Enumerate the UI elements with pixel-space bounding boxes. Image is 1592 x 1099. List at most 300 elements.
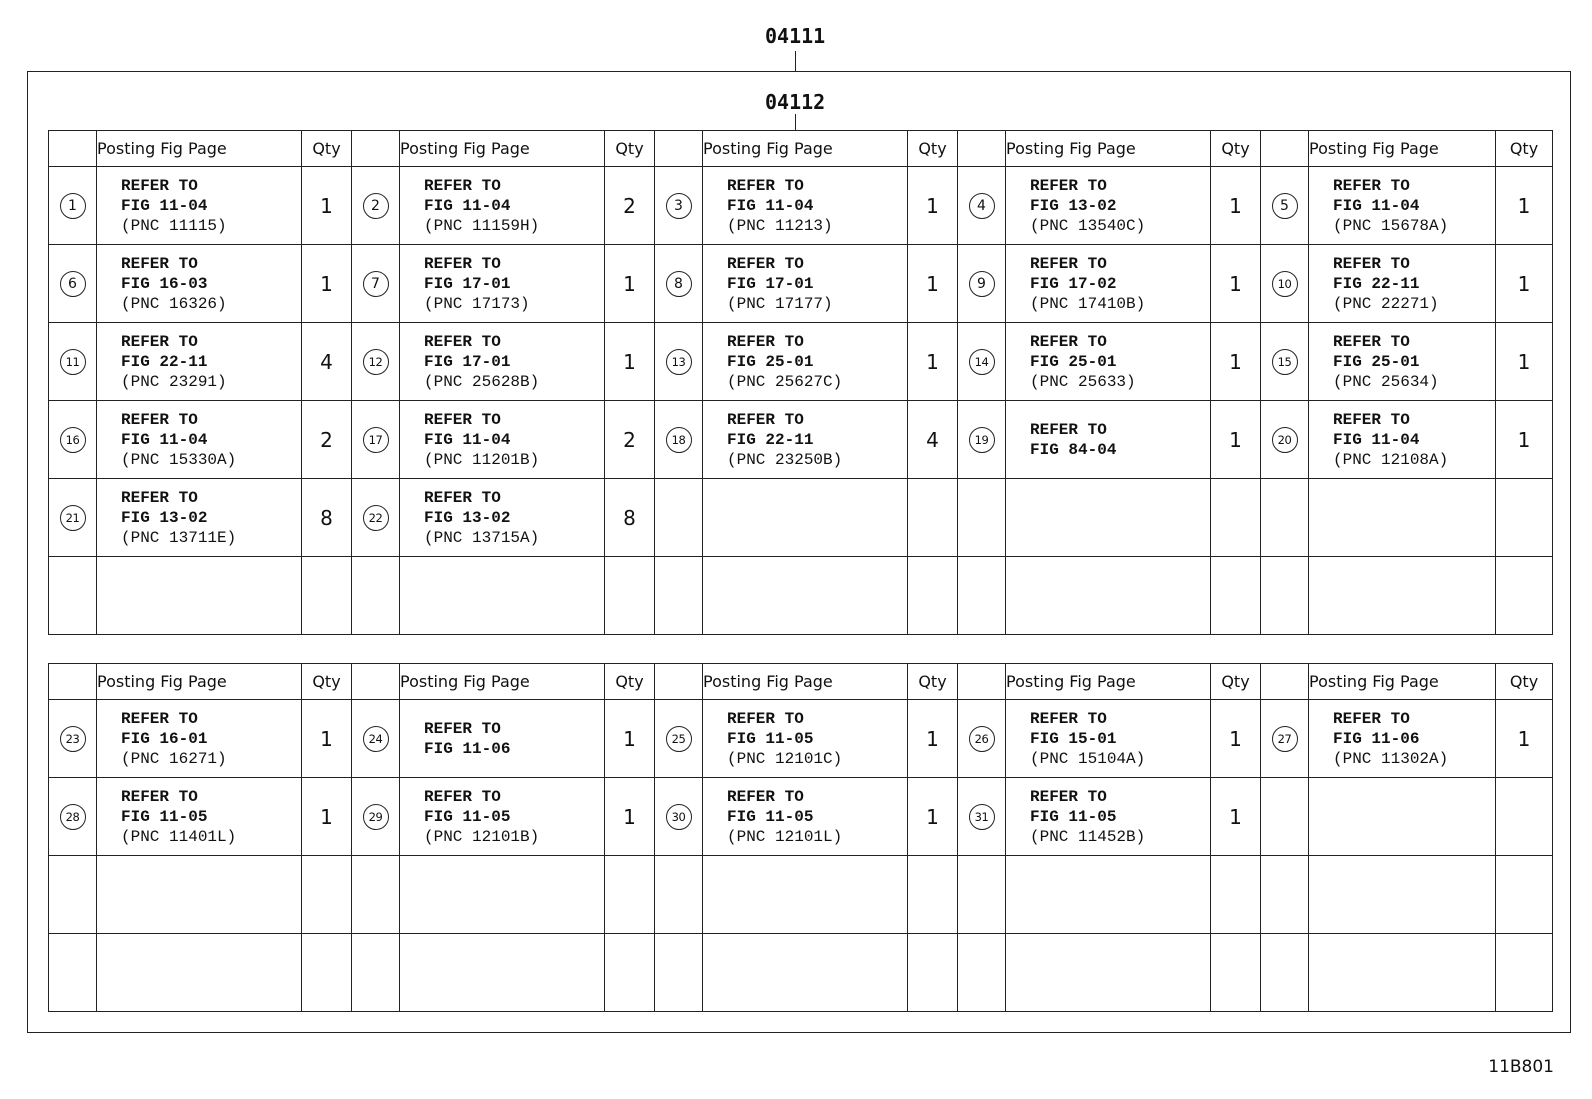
item-number-cell — [352, 479, 400, 557]
quantity-cell: 1 — [1496, 700, 1553, 778]
quantity-cell: 2 — [605, 401, 655, 479]
header-qty: Qty — [1211, 131, 1261, 167]
reference-cell — [400, 167, 605, 245]
pnc-reference: (PNC 13540C) — [1030, 216, 1146, 235]
pnc-reference: (PNC 16271) — [121, 749, 227, 768]
pnc-reference: (PNC 15104A) — [1030, 749, 1146, 768]
refer-to-text: REFER TO — [1030, 709, 1107, 728]
item-number-cell — [49, 479, 97, 557]
reference-cell — [703, 401, 908, 479]
item-number-badge: 10 — [1272, 271, 1298, 297]
refer-to-text: REFER TO — [121, 787, 198, 806]
pnc-reference: (PNC 23291) — [121, 372, 227, 391]
refer-to-text: REFER TO — [727, 254, 804, 273]
item-number-badge: 3 — [666, 193, 692, 219]
item-number-cell — [49, 245, 97, 323]
reference-cell — [400, 323, 605, 401]
quantity-cell: 1 — [605, 323, 655, 401]
item-number-cell — [352, 856, 400, 934]
item-number-cell — [958, 401, 1006, 479]
header-qty: Qty — [302, 664, 352, 700]
reference-cell — [1006, 856, 1211, 934]
reference-cell — [703, 557, 908, 635]
refer-to-text: REFER TO — [424, 719, 501, 738]
reference-cell — [1309, 700, 1496, 778]
quantity-cell — [1496, 479, 1553, 557]
item-number-badge: 23 — [60, 726, 86, 752]
figure-reference: FIG 84-04 — [1030, 440, 1117, 459]
pnc-reference: (PNC 25628B) — [424, 372, 540, 391]
quantity-cell — [302, 856, 352, 934]
reference-cell — [400, 934, 605, 1012]
figure-reference: FIG 13-02 — [121, 508, 208, 527]
reference-cell — [1309, 167, 1496, 245]
quantity-cell — [1211, 934, 1261, 1012]
item-number-cell — [958, 856, 1006, 934]
refer-to-text: REFER TO — [727, 787, 804, 806]
item-number-cell — [352, 245, 400, 323]
table-row — [49, 167, 1553, 245]
item-number-cell — [958, 479, 1006, 557]
header-posting-fig-page: Posting Fig Page — [1309, 131, 1496, 167]
reference-cell — [703, 479, 908, 557]
item-number-cell — [1261, 934, 1309, 1012]
refer-to-text: REFER TO — [424, 254, 501, 273]
refer-to-text: REFER TO — [424, 176, 501, 195]
refer-to-text: REFER TO — [1030, 787, 1107, 806]
header-posting-fig-page: Posting Fig Page — [97, 131, 302, 167]
header-qty: Qty — [908, 664, 958, 700]
refer-to-text: REFER TO — [727, 709, 804, 728]
figure-reference: FIG 11-04 — [121, 430, 208, 449]
pnc-reference: (PNC 25633) — [1030, 372, 1136, 391]
reference-cell — [703, 167, 908, 245]
header-num-cell — [352, 131, 400, 167]
item-number-cell — [655, 401, 703, 479]
header-posting-fig-page: Posting Fig Page — [703, 664, 908, 700]
figure-reference: FIG 17-01 — [424, 352, 511, 371]
reference-cell — [703, 245, 908, 323]
header-num-cell — [352, 664, 400, 700]
refer-to-text: REFER TO — [121, 332, 198, 351]
figure-reference: FIG 15-01 — [1030, 729, 1117, 748]
quantity-cell — [1211, 856, 1261, 934]
item-number-badge: 2 — [363, 193, 389, 219]
reference-cell — [97, 401, 302, 479]
item-number-cell — [1261, 557, 1309, 635]
pnc-reference: (PNC 15678A) — [1333, 216, 1449, 235]
figure-reference: FIG 11-06 — [424, 739, 511, 758]
pnc-reference: (PNC 22271) — [1333, 294, 1439, 313]
quantity-cell: 1 — [1211, 323, 1261, 401]
pnc-reference: (PNC 12101B) — [424, 827, 540, 846]
header-qty: Qty — [1496, 664, 1553, 700]
item-number-badge: 9 — [969, 271, 995, 297]
figure-reference: FIG 11-05 — [121, 807, 208, 826]
figure-reference: FIG 11-06 — [1333, 729, 1420, 748]
quantity-cell: 1 — [302, 700, 352, 778]
item-number-badge: 15 — [1272, 349, 1298, 375]
table-row — [49, 778, 1553, 856]
header-posting-fig-page: Posting Fig Page — [1006, 131, 1211, 167]
item-number-cell — [958, 245, 1006, 323]
header-qty: Qty — [605, 131, 655, 167]
quantity-cell — [908, 934, 958, 1012]
item-number-badge: 16 — [60, 427, 86, 453]
header-qty: Qty — [302, 131, 352, 167]
item-number-badge: 24 — [363, 726, 389, 752]
header-num-cell — [49, 131, 97, 167]
reference-cell — [400, 401, 605, 479]
header-qty: Qty — [605, 664, 655, 700]
header-num-cell — [958, 131, 1006, 167]
reference-cell — [97, 934, 302, 1012]
item-number-badge: 17 — [363, 427, 389, 453]
item-number-badge: 7 — [363, 271, 389, 297]
quantity-cell — [1496, 934, 1553, 1012]
quantity-cell: 2 — [302, 401, 352, 479]
item-number-badge: 21 — [60, 505, 86, 531]
refer-to-text: REFER TO — [121, 410, 198, 429]
item-number-cell — [352, 778, 400, 856]
reference-cell — [400, 700, 605, 778]
item-number-cell — [655, 167, 703, 245]
figure-reference: FIG 17-01 — [424, 274, 511, 293]
table-row — [49, 856, 1553, 934]
quantity-cell: 1 — [908, 778, 958, 856]
refer-to-text: REFER TO — [1333, 709, 1410, 728]
pnc-reference: (PNC 11213) — [727, 216, 833, 235]
reference-cell — [703, 323, 908, 401]
reference-cell — [97, 323, 302, 401]
quantity-cell: 1 — [1496, 323, 1553, 401]
header-posting-fig-page: Posting Fig Page — [97, 664, 302, 700]
item-number-cell — [49, 557, 97, 635]
quantity-cell: 8 — [302, 479, 352, 557]
header-qty: Qty — [908, 131, 958, 167]
refer-to-text: REFER TO — [727, 176, 804, 195]
figure-reference: FIG 25-01 — [1030, 352, 1117, 371]
reference-table-2-body — [49, 664, 1553, 1012]
reference-cell — [1006, 778, 1211, 856]
item-number-cell — [655, 557, 703, 635]
item-number-cell — [958, 557, 1006, 635]
figure-reference: FIG 11-04 — [424, 430, 511, 449]
refer-to-text: REFER TO — [727, 410, 804, 429]
item-number-badge: 30 — [666, 804, 692, 830]
item-number-cell — [958, 323, 1006, 401]
figure-reference: FIG 17-02 — [1030, 274, 1117, 293]
item-number-cell — [958, 778, 1006, 856]
table-row — [49, 557, 1553, 635]
item-number-cell — [958, 934, 1006, 1012]
reference-cell — [1309, 245, 1496, 323]
reference-cell — [97, 479, 302, 557]
pnc-reference: (PNC 11159H) — [424, 216, 540, 235]
figure-reference: FIG 25-01 — [1333, 352, 1420, 371]
item-number-badge: 12 — [363, 349, 389, 375]
reference-cell — [1309, 479, 1496, 557]
reference-cell — [400, 856, 605, 934]
pnc-reference: (PNC 16326) — [121, 294, 227, 313]
quantity-cell: 1 — [605, 245, 655, 323]
item-number-badge: 20 — [1272, 427, 1298, 453]
item-number-badge: 29 — [363, 804, 389, 830]
pnc-reference: (PNC 12101C) — [727, 749, 843, 768]
pnc-reference: (PNC 17177) — [727, 294, 833, 313]
reference-table-1-body — [49, 131, 1553, 635]
quantity-cell — [605, 557, 655, 635]
quantity-cell: 1 — [605, 700, 655, 778]
refer-to-text: REFER TO — [727, 332, 804, 351]
item-number-cell — [655, 323, 703, 401]
reference-cell — [1309, 401, 1496, 479]
item-number-cell — [49, 323, 97, 401]
refer-to-text: REFER TO — [121, 254, 198, 273]
quantity-cell: 1 — [1496, 401, 1553, 479]
pnc-reference: (PNC 25634) — [1333, 372, 1439, 391]
refer-to-text: REFER TO — [1333, 176, 1410, 195]
quantity-cell: 1 — [908, 700, 958, 778]
reference-cell — [400, 778, 605, 856]
quantity-cell: 1 — [302, 778, 352, 856]
figure-reference: FIG 22-11 — [121, 352, 208, 371]
figure-code: 11B801 — [1488, 1057, 1554, 1077]
reference-cell — [703, 934, 908, 1012]
figure-reference: FIG 25-01 — [727, 352, 814, 371]
header-row — [49, 131, 1553, 167]
refer-to-text: REFER TO — [1333, 254, 1410, 273]
quantity-cell: 1 — [302, 167, 352, 245]
reference-cell — [1006, 323, 1211, 401]
header-qty: Qty — [1211, 664, 1261, 700]
quantity-cell: 1 — [908, 245, 958, 323]
reference-cell — [1006, 700, 1211, 778]
header-posting-fig-page: Posting Fig Page — [1309, 664, 1496, 700]
item-number-cell — [352, 323, 400, 401]
quantity-cell: 1 — [1496, 167, 1553, 245]
header-posting-fig-page: Posting Fig Page — [400, 664, 605, 700]
pnc-reference: (PNC 11302A) — [1333, 749, 1449, 768]
item-number-cell — [655, 856, 703, 934]
figure-reference: FIG 11-04 — [1333, 430, 1420, 449]
quantity-cell: 2 — [605, 167, 655, 245]
refer-to-text: REFER TO — [424, 787, 501, 806]
reference-table-1 — [48, 130, 1553, 635]
refer-to-text: REFER TO — [121, 709, 198, 728]
quantity-cell: 1 — [1211, 401, 1261, 479]
reference-cell — [1309, 323, 1496, 401]
header-qty: Qty — [1496, 131, 1553, 167]
reference-cell — [1309, 557, 1496, 635]
table-row — [49, 934, 1553, 1012]
header-num-cell — [49, 664, 97, 700]
quantity-cell: 1 — [908, 167, 958, 245]
item-number-cell — [49, 167, 97, 245]
header-num-cell — [958, 664, 1006, 700]
item-number-badge: 13 — [666, 349, 692, 375]
table-row — [49, 401, 1553, 479]
item-number-badge: 28 — [60, 804, 86, 830]
figure-reference: FIG 11-05 — [1030, 807, 1117, 826]
item-number-cell — [655, 700, 703, 778]
item-number-cell — [1261, 323, 1309, 401]
reference-cell — [400, 245, 605, 323]
item-number-badge: 11 — [60, 349, 86, 375]
reference-cell — [703, 778, 908, 856]
item-number-cell — [1261, 700, 1309, 778]
figure-reference: FIG 11-04 — [121, 196, 208, 215]
refer-to-text: REFER TO — [121, 488, 198, 507]
quantity-cell: 4 — [302, 323, 352, 401]
figure-reference: FIG 11-04 — [424, 196, 511, 215]
reference-cell — [1006, 245, 1211, 323]
item-number-badge: 1 — [60, 193, 86, 219]
item-number-cell — [958, 700, 1006, 778]
quantity-cell: 1 — [302, 245, 352, 323]
item-number-cell — [352, 700, 400, 778]
reference-cell — [1309, 778, 1496, 856]
reference-cell — [703, 700, 908, 778]
refer-to-text: REFER TO — [1030, 176, 1107, 195]
reference-cell — [1309, 934, 1496, 1012]
item-number-cell — [49, 401, 97, 479]
pnc-reference: (PNC 15330A) — [121, 450, 237, 469]
refer-to-text: REFER TO — [1333, 332, 1410, 351]
item-number-badge: 5 — [1272, 193, 1298, 219]
item-number-badge: 8 — [666, 271, 692, 297]
figure-reference: FIG 16-03 — [121, 274, 208, 293]
refer-to-text: REFER TO — [1030, 254, 1107, 273]
reference-cell — [400, 557, 605, 635]
quantity-cell: 4 — [908, 401, 958, 479]
item-number-cell — [49, 778, 97, 856]
quantity-cell: 1 — [605, 778, 655, 856]
reference-cell — [97, 700, 302, 778]
quantity-cell: 1 — [1211, 778, 1261, 856]
quantity-cell — [1496, 557, 1553, 635]
reference-cell — [97, 557, 302, 635]
refer-to-text: REFER TO — [1333, 410, 1410, 429]
pnc-reference: (PNC 25627C) — [727, 372, 843, 391]
item-number-badge: 27 — [1272, 726, 1298, 752]
item-number-badge: 31 — [969, 804, 995, 830]
figure-reference: FIG 11-04 — [727, 196, 814, 215]
item-number-cell — [655, 934, 703, 1012]
reference-cell — [1309, 856, 1496, 934]
table-row — [49, 245, 1553, 323]
figure-reference: FIG 13-02 — [424, 508, 511, 527]
header-num-cell — [655, 131, 703, 167]
header-num-cell — [1261, 664, 1309, 700]
quantity-cell — [1211, 479, 1261, 557]
item-number-badge: 25 — [666, 726, 692, 752]
table-row — [49, 479, 1553, 557]
inner-leader-line — [795, 114, 796, 131]
item-number-cell — [655, 245, 703, 323]
reference-cell — [703, 856, 908, 934]
figure-reference: FIG 11-05 — [424, 807, 511, 826]
quantity-cell — [302, 934, 352, 1012]
item-number-cell — [1261, 245, 1309, 323]
quantity-cell: 8 — [605, 479, 655, 557]
quantity-cell: 1 — [1496, 245, 1553, 323]
quantity-cell — [302, 557, 352, 635]
pnc-reference: (PNC 17173) — [424, 294, 530, 313]
item-number-badge: 26 — [969, 726, 995, 752]
pnc-reference: (PNC 12101L) — [727, 827, 843, 846]
quantity-cell: 1 — [1211, 700, 1261, 778]
figure-reference: FIG 16-01 — [121, 729, 208, 748]
item-number-badge: 14 — [969, 349, 995, 375]
pnc-reference: (PNC 11452B) — [1030, 827, 1146, 846]
quantity-cell — [1496, 778, 1553, 856]
item-number-cell — [655, 479, 703, 557]
reference-cell — [1006, 557, 1211, 635]
refer-to-text: REFER TO — [424, 332, 501, 351]
table-row — [49, 700, 1553, 778]
header-posting-fig-page: Posting Fig Page — [703, 131, 908, 167]
figure-reference: FIG 17-01 — [727, 274, 814, 293]
refer-to-text: REFER TO — [1030, 420, 1107, 439]
reference-cell — [97, 245, 302, 323]
quantity-cell: 1 — [908, 323, 958, 401]
item-number-cell — [1261, 167, 1309, 245]
refer-to-text: REFER TO — [1030, 332, 1107, 351]
figure-reference: FIG 11-05 — [727, 729, 814, 748]
quantity-cell: 1 — [1211, 245, 1261, 323]
item-number-cell — [352, 167, 400, 245]
item-number-cell — [49, 934, 97, 1012]
pnc-reference: (PNC 11401L) — [121, 827, 237, 846]
item-number-badge: 19 — [969, 427, 995, 453]
header-posting-fig-page: Posting Fig Page — [400, 131, 605, 167]
reference-cell — [97, 856, 302, 934]
pnc-reference: (PNC 11201B) — [424, 450, 540, 469]
table-row — [49, 323, 1553, 401]
reference-cell — [1006, 167, 1211, 245]
refer-to-text: REFER TO — [424, 488, 501, 507]
header-num-cell — [655, 664, 703, 700]
quantity-cell — [908, 557, 958, 635]
item-number-badge: 18 — [666, 427, 692, 453]
figure-reference: FIG 22-11 — [727, 430, 814, 449]
quantity-cell — [605, 856, 655, 934]
header-num-cell — [1261, 131, 1309, 167]
item-number-cell — [655, 778, 703, 856]
figure-reference: FIG 11-04 — [1333, 196, 1420, 215]
item-number-badge: 4 — [969, 193, 995, 219]
item-number-cell — [1261, 778, 1309, 856]
quantity-cell — [908, 856, 958, 934]
item-number-cell — [352, 934, 400, 1012]
item-number-cell — [1261, 856, 1309, 934]
quantity-cell — [908, 479, 958, 557]
pnc-reference: (PNC 13711E) — [121, 528, 237, 547]
reference-cell — [1006, 479, 1211, 557]
reference-table-2 — [48, 663, 1553, 1012]
pnc-reference: (PNC 17410B) — [1030, 294, 1146, 313]
item-number-badge: 6 — [60, 271, 86, 297]
reference-cell — [1006, 934, 1211, 1012]
pnc-reference: (PNC 11115) — [121, 216, 227, 235]
item-number-badge: 22 — [363, 505, 389, 531]
header-row — [49, 664, 1553, 700]
pnc-reference: (PNC 23250B) — [727, 450, 843, 469]
item-number-cell — [49, 856, 97, 934]
outer-leader-line — [795, 51, 796, 71]
header-posting-fig-page: Posting Fig Page — [1006, 664, 1211, 700]
